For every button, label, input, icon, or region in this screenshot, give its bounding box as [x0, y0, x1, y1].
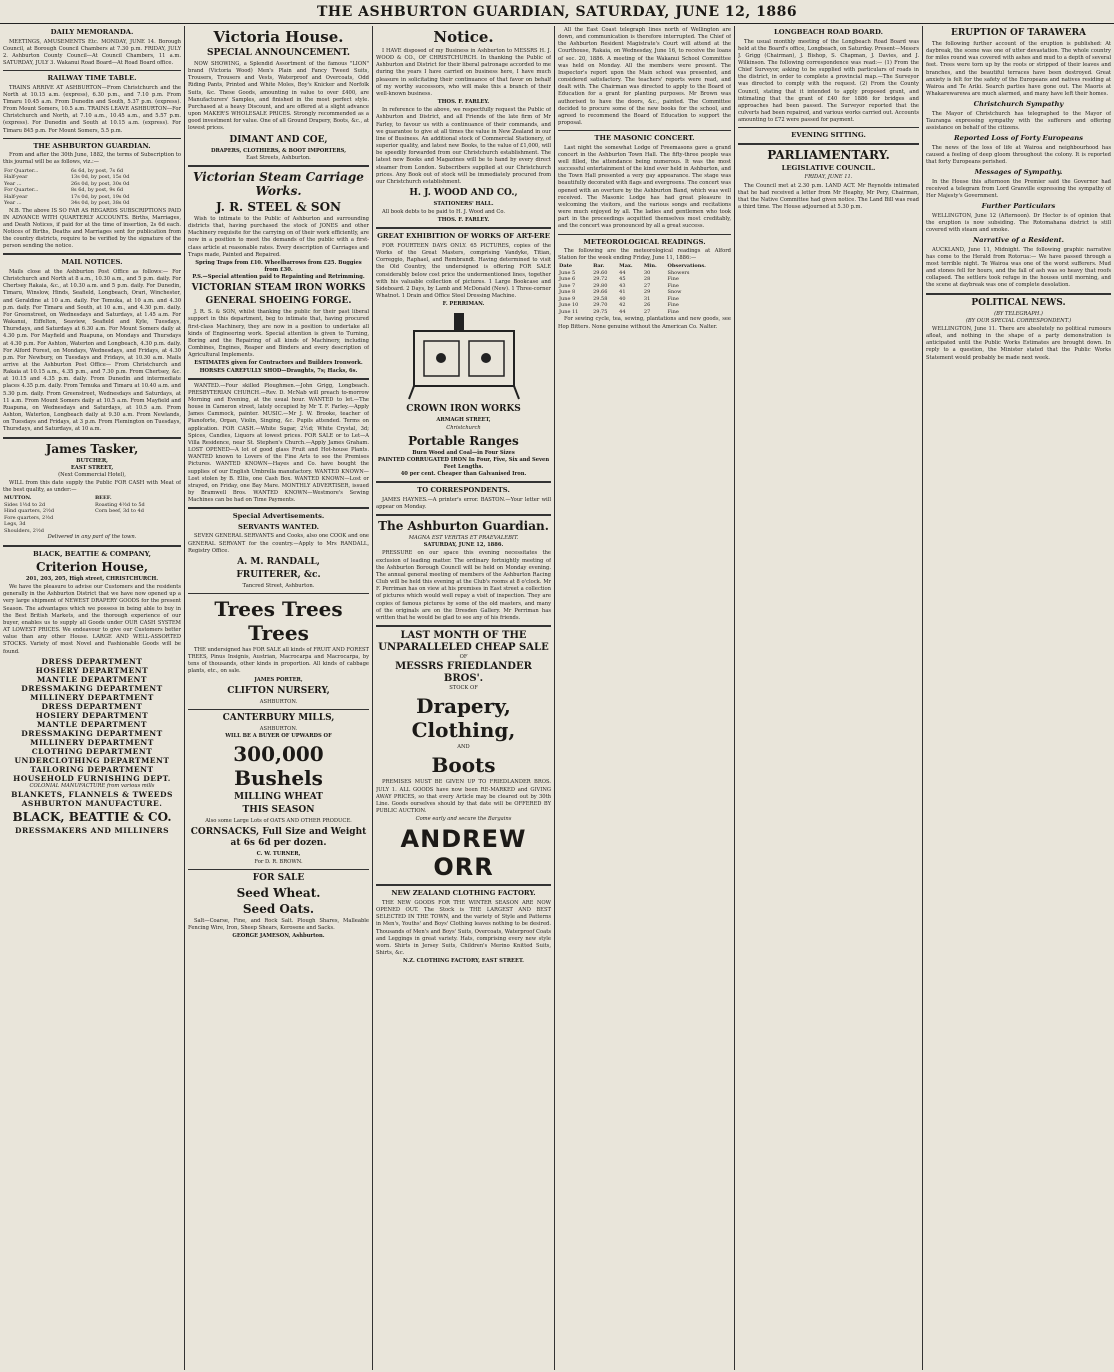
meteo-cell: 31 — [643, 295, 651, 302]
forty-europeans-heading: Reported Loss of Forty Europeans — [953, 134, 1084, 143]
department-label: CLOTHING DEPARTMENT — [31, 746, 153, 756]
political-sub-2: (BY OUR SPECIAL CORRESPONDENT.) — [965, 317, 1072, 324]
steam-note: P.S.—Special attention paid to Repainting and Retrimming. — [192, 274, 365, 281]
meteo-cell: 43 — [619, 282, 626, 289]
mail-text: Mails close at the Ashburton Post Office as follows:— For Christchurch and North at 8 a.m., 10.30 a.m., and 5 p.m. daily. For Chertsey Rakaia, &c., at 10.30 a.m. and 5 p.m. daily. For Dunedin, Timaru, Winslow, Hinds, Seafield, Longbeach, Orari, Winchester, and Geraldine at 10 a.m. daily. For Temuka, at 10 a.m. and 4.30 p.m. daily. For Timaru and South, at 10 a.m., and 4.30 p.m. daily. For Greenstreet, on Wednesdays and Saturdays, at 1.45 a.m. For Wakanui, Eiffelton, Seaview, Seafield and Kyle, Tuesdays, Thursdays, and Saturdays at 6.30 a.m. For Mount Somers daily at 4.30 p.m. For Mayfield and Ruapuna, on Mondays and Thursdays at 4.30 p.m. For Ashton, Waterton and Longbeach, 4.30 p.m. daily. For Alford Forest, on Mondays, Wednesdays, and Fridays, at 4.30 p.m. For Newbury, on Tuesdays and Fridays, at 10.30 a.m. Mails arrive at the Ashburton Post Office— From Christchurch and Rakaia at 10.15 a.m., 4.35 p.m., and 7.30 p.m. From Chertsey, &c. at 10.15 and 4.35 p.m. daily. From Dunedin and intermediate places 4.35 p.m. daily. From Temuka and Timaru at 10.40 a.m. and 5.30 p.m. daily. From Greenstreet, Wednesdays and Saturdays, at 11 a.m. From Mount Somers daily at 10.5 a.m. From Mayfield and Ruapuna, on Wednesdays and Saturdays, at 10.5 a.m. From Ashton, Waterton, Longbeach daily at 9.30 a.m. From Newlands, on Tuesdays and Fridays, at 3 p.m. From Flemington on Tuesdays, Thursdays, and Saturdays, at 10 a.m. — [3, 268, 181, 433]
sale-line-5: STOCK OF — [449, 685, 478, 692]
range-illustration — [394, 311, 534, 401]
rate-period: Half-year — [4, 193, 28, 200]
portable-price: 40 per cent. Cheaper than Galvanised Iron. — [400, 471, 527, 478]
rate-period: Year ... — [4, 200, 22, 207]
mills-buyer: WILL BE A BUYER OF UPWARDS OF — [225, 733, 332, 740]
meteo-cell: 29.58 — [593, 295, 608, 302]
parliamentary-text: The Council met at 2.30 p.m. LAND ACT. Mr Reynolds intimated that he had received a letter from Mr Heaphy, Mr Pery, Chairman, that the Native Committee had given notice. The Land Bill was read a third time. The House adjourned at 5.30 p.m. — [738, 182, 919, 210]
meat-cell: MUTTON. — [4, 495, 32, 502]
mills-signature-2: For D. R. BROWN. — [254, 858, 303, 865]
steam-text: Wish to intimate to the Public of Ashburton and surrounding districts that, having purchased the stock of JONES and other Machinery requisite for the carrying on of their work efficiently, are now in a position to meet the demands of the public with a first-class article at reasonable rates. Every description of Carriages and Traps made, Painted and Repaired. — [188, 215, 369, 258]
divider — [738, 143, 919, 145]
department-label: UNDERCLOTHING DEPARTMENT — [14, 755, 170, 765]
meat-cell: Sides 1½d to 2d — [4, 501, 46, 508]
department-label: MANTLE DEPARTMENT — [37, 719, 147, 729]
meteo-cell: 40 — [619, 295, 626, 302]
paper-date: SATURDAY, JUNE 12, 1886. — [423, 542, 504, 549]
department-label: DRESSMAKING DEPARTMENT — [21, 683, 163, 693]
divider — [558, 234, 731, 235]
divider — [188, 709, 369, 710]
meteo-col-header: Date — [559, 263, 573, 270]
table-row — [558, 309, 731, 316]
bb-footer-name: BLACK, BEATTIE & CO. — [12, 809, 172, 824]
trees-heading: Trees Trees Trees — [214, 596, 343, 645]
divider — [3, 437, 181, 439]
tasker-street: EAST STREET, — [70, 464, 114, 471]
tasker-name: James Tasker, — [45, 441, 139, 456]
sympathy-heading: Messages of Sympathy. — [974, 168, 1063, 177]
column-rule — [922, 26, 923, 1370]
railway-text: TRAINS ARRIVE AT ASHBURTON—From Christchurch and the North at 10.15 a.m. (express), 6.30 p.m., and 7.10 p.m. From Timaru 10.45 a.m. From Dunedin and South, 5.37 p.m. (express). From Mount Somers, 10.5 a.m. TRAINS LEAVE ASHBURTON—For Christchurch and North, at 7.10 a.m., 10.45 a.m., and 5.57 p.m. (express). For Dunedin and South at 10.15 a.m. (express). For Timaru 845 p.m. For Mount Somers, 5.5 p.m. — [3, 84, 181, 134]
bb-colonial: COLONIAL MANUFACTURE from various mills — [29, 782, 155, 789]
rate-period: Half-year — [4, 174, 28, 181]
column-4 — [558, 26, 731, 1370]
rate-price: 13s 0d, by post, 15s 0d — [70, 174, 130, 181]
sale-text: PREMISES MUST BE GIVEN UP TO FRIEDLANDER BROS. JULY 1. ALL GOODS have now been RE-MARKED and GIVING AWAY PRICES, so that every Article may be cleared out by 30th Line. Goods ourselves should by that date will be OFFERED BY PUBLIC AUCTION. — [376, 779, 551, 815]
servants-heading: SERVANTS WANTED. — [237, 522, 319, 531]
evening-sitting-heading: EVENING SITTING. — [791, 131, 866, 140]
divider — [188, 593, 369, 594]
crown-heading: CROWN IRON WORKS — [406, 404, 521, 415]
iron-text: J. R. S. & SON, whilst thanking the public for their past liberal support in this department, beg to intimate that, having procured first-class Machinery, they are now in a position to undertake all kinds of Engineering work. Special attention is given to Turning, Boring and the Repairing of all kinds of Machinery, including Combines, Engines, Reaper and Binders and every description of Agricultural Implements. — [188, 309, 369, 359]
rate-period: For Quarter... — [4, 167, 39, 174]
rates-table — [3, 168, 181, 207]
rate-price: 34s 0d, by post, 38s 0d — [70, 200, 130, 207]
meat-prices-table — [3, 495, 181, 534]
meteo-cell: 44 — [619, 308, 626, 315]
news-text: All the East Coast telegraph lines north of Wellington are down, and communication is therefore interrupted. The Chief of the Ashburton Resident Magistrate's Court will attend at the Courthouse, Rakaia, on Wednesday, June 16, to receive the loans of sec. 20, 1886. A meeting of the Wakanui School Committee was held on Monday. All the members were present. The Inspector's report upon the Main school was presented, and considered satisfactory. The teachers' reports were read, and dealt with. The Chairman was directed to apply to the Board of Education for a grant for planting purposes. Mr Brown was authorised to have the doors, &c., painted. The Committee decided to procure some of the new books for the school, and agreed to recommend the Board of Education to support the proposal. — [558, 27, 731, 127]
meteo-text: The following are the meteorological readings at Alford Station for the week ending Friday, June 11, 1886:— — [558, 248, 731, 262]
wanted-ads: WANTED.—Four skilled Ploughmen.—John Grigg, Longbeach. PRESBYTERIAN CHURCH.—Rev. D. McNab will preach to-morrow Morning and Evening, at the usual hour. WANTED to let.—The house in Cameron street, lately occupied by Mr T. F. Farley.—Apply James Cammock, painter. MUSIC.—Mr J. W. Brooke, teacher of Pianoforte, Organ, Violin, Singing, &c. Pupils attended. Terms on application. FOR CASH.—White Sugar, 2½d; White Crystal, 3d; Spices, Candies, Liquors at lowest prices. FOR SALE or to Let—A Villa Residence, near St. Stephen's Church.—Apply James Graham. LOST OPENED—A lot of good glass Fruit and Hot-house Plants. WANTED known to Lovers of the Fine Arts to see the Premises Pictures. WANTED KNOWN—Hayes and Co. have bought the supplies of our English Umbrella manufactory. WANTED KNOWN—Lost stolen by B. Ellis, one Cash Box. WANTED KNOWN—Lost or strayed, on Friday, one Bay Mare. MONTHLY ADVERTISER, issued by Bramwell Bros. WANTED KNOWN—Westmore's Sewing Machines can be had on Time Payments. — [188, 382, 369, 504]
guardian-heading: THE ASHBURTON GUARDIAN. — [33, 141, 151, 150]
masonic-heading: THE MASONIC CONCERT. — [594, 134, 695, 143]
rate-price: 26s 0d, by post, 30s 0d — [70, 180, 130, 187]
rate-period: For Quarter... — [4, 187, 39, 194]
meteo-cell: Showers — [667, 269, 690, 276]
meteo-cell: 29.70 — [593, 302, 608, 309]
meteo-cell: 29.60 — [593, 269, 608, 276]
divider — [188, 869, 369, 870]
mills-sub: ASHBURTON. — [259, 725, 298, 732]
divider — [738, 127, 919, 128]
political-heading: POLITICAL NEWS. — [971, 297, 1066, 308]
victoria-house-text: NOW SHOWING, a Splendid Assortment of the famous "LION" brand (Victoria Wood) Men's Plain and Fancy Tweed Suits, Trousers, Trousers and Vests, Waterproof and Overcoats, Odd Riding Pants, Printed and White Moles, Boy's Knicker and Norfolk Suits, &c. These Goods, amounting in value to over £400, are Manufacturers' Samples, and finished in the most perfect style. Purchased at a heavy Discount, and are offered at a slight advance upon MAKER'S WHOLESALE PRICES. Strongly recommended as a good investment for value. One of all Ground Drapery, Boots, &c., at lowest prices. — [188, 61, 369, 132]
steam-firm: J. R. STEEL & SON — [215, 199, 342, 214]
meteo-cell: 42 — [619, 302, 626, 309]
eruption-text: The following further account of the eruption is published: At daybreak, the scene was one of utter devastation. The whole country for miles round was covered with ashes and mud to a depth of several feet. Trees were torn up by the roots or stripped of their leaves and branches, and the beautiful terraces have been destroyed. Great anxiety is felt for the safety of the Europeans and natives residing at Wairoa and Te Ariki. Search parties have gone out. The Maoris at Whakarewarewa are much alarmed, and many have left their homes. — [926, 41, 1111, 98]
department-label: HOSIERY DEPARTMENT — [35, 665, 149, 675]
correspondents-heading: TO CORRESPONDENTS. — [417, 486, 510, 495]
fruiterer-address: Tancred Street, Ashburton. — [242, 582, 315, 589]
meteo-cell: June 6 — [559, 276, 576, 283]
dimant-firm: DIMANT AND COE, — [229, 134, 328, 145]
sale-line-2: UNPARALLELED CHEAP SALE — [378, 641, 549, 653]
meteo-table — [558, 263, 731, 315]
meat-cell: Corn beef, 3d to 4d — [94, 508, 144, 515]
crown-sub: ARMAGH STREET, — [436, 417, 491, 424]
further-heading: Further Particulars — [981, 202, 1056, 211]
rate-period: Year ... — [4, 180, 22, 187]
department-label: DRESS DEPARTMENT — [41, 701, 143, 711]
meteo-cell: Fine — [667, 282, 679, 289]
art-signature: F. PERRIMAN. — [442, 301, 485, 308]
railway-heading: RAILWAY TIME TABLE. — [47, 74, 137, 83]
nursery-heading: CLIFTON NURSERY, — [227, 685, 330, 696]
column-rule — [372, 26, 373, 1370]
department-label: DRESSMAKING DEPARTMENT — [21, 728, 163, 738]
department-label: DRESS DEPARTMENT — [41, 656, 143, 666]
bb-manufacture: ASHBURTON MANUFACTURE. — [21, 798, 163, 808]
notice-text: N.B. The above IS SO FAR AS REGARDS SUBSCRIPTIONS PAID IN ADVANCE WITH QUARTERLY ACCOUNTS. Births, Marriages, and Death Notices, if paid for at the time of insertion, 2s 6d each. Notices of Births, Deaths and Marriages sent for publication from the country districts, require to be verified by the signature of the person sending the notice. — [3, 207, 181, 250]
steam-works-title: Victorian Steam Carriage Works. — [193, 169, 364, 198]
meteo-cell: Fine — [667, 308, 679, 315]
sale-line-7: AND — [457, 744, 470, 751]
trees-text: THE undersigned has FOR SALE all kinds of FRUIT AND FOREST TREES, Pinus Insignis, Austrian, Macrocarpa and Macrocarpa, by tens of thousands, other kinds in proportion. All kinds of cabbage plants, etc., on sale. — [188, 646, 369, 675]
wood-signature: THOS. F. FARLEY. — [437, 217, 490, 224]
divider — [188, 378, 369, 380]
crown-address: Christchurch — [446, 424, 481, 431]
meteo-cell: 29 — [643, 289, 651, 296]
sale-line-4: MESSRS FRIEDLANDER BROS'. — [395, 661, 532, 685]
meteo-cell: June 7 — [559, 282, 576, 289]
meteo-cell: 29.72 — [593, 276, 608, 283]
meat-cell: Fore quarters, 2½d — [4, 514, 54, 521]
meteo-cell: June 11 — [559, 308, 579, 315]
column-rule — [184, 26, 185, 1370]
department-label: TAILORING DEPARTMENT — [30, 764, 154, 774]
bushels-heading: 300,000 Bushels — [233, 742, 324, 791]
rate-price: 8s 6d, by post, 9s 6d — [70, 187, 124, 194]
meteo-cell: Fine — [667, 302, 679, 309]
wood-text: In reference to the above, we respectfully request the Public of Ashburton and District, and all Friends of the late firm of Mr Farley, to favour us with a continuance of their commands, and we guarantee to give at all times the value in New Zealand in our line of Business. An additional stock of Commercial Stationery, of superior quality, and latest new Books, to the value of £1,000, will be speedily forwarded from our Christchurch establishment. The latest new Books and Magazines will be to hand by every direct steamer from London. Subscribers supplied at our Christchurch prices. Any Book out of stock will be immediately procured from our Christchurch establishment. — [376, 107, 551, 185]
table-row — [3, 200, 181, 207]
column-5 — [738, 26, 919, 1370]
meat-cell: Shoulders, 2½d — [4, 527, 44, 534]
sale-line-1: LAST MONTH OF THE — [400, 629, 527, 641]
meteo-col-header: Min. — [643, 263, 657, 270]
meteo-cell: June 5 — [559, 269, 576, 276]
meteo-cell: Fine — [667, 276, 679, 283]
wood-firm: H. J. WOOD AND CO., — [409, 187, 518, 198]
meat-cell: BEEF. — [94, 495, 112, 502]
column-6 — [926, 26, 1111, 1370]
art-text: FOR FOURTEEN DAYS ONLY. 65 PICTURES, copies of the Works of the Great Masters, comprising Vandyke, Titian, Correggio, Raphael, and Rembrandt. Having determined to visit the Old Country, the undersigned is offering FOR SALE considerably below cost price the undermentioned lines, together with his valuable collection of pictures. 1 Large Bookcase and Sideboard. 2 Days, by Lamb and McDonald (New). 1 Three-corner Whatnot. 1 Drain and Office Steel Dressing Machine. — [376, 242, 551, 300]
masonic-text: Last night the somewhat Lodge of Freemasons gave a grand concert in the Ashburton Town Hall. The fifty-three people was well filled, the attendance being numerous. It was the most successful entertainment of the kind ever held in Ashburton, and the Town Hall presented a very gay appearance. The stage was beautifully decorated with flags and evergreens. The concert was opened with an overture by the Ashburton Band, which was well received. The Masonic Lodge has had great pleasure in welcoming the visitors, and the various songs and recitations were much enjoyed by all. The ladies and gentlemen who took part in the proceedings acquitted themselves most creditably, and the concert was pronounced by all a great success. — [558, 144, 731, 230]
seed-wheat: Seed Wheat. — [236, 885, 321, 900]
department-label: HOSIERY DEPARTMENT — [35, 710, 149, 720]
wood-sub: STATIONERS' HALL. — [433, 200, 494, 207]
meteo-cell: June 8 — [559, 289, 576, 296]
narrative-text: AUCKLAND, June 11, Midnight. The following graphic narrative has come to the Herald from Rotorua:— We have passed through a most terrible night. Te Wairoa was one of the worst sufferers. Mud and stones fell for hours, and the fall of ash was so heavy that roofs collapsed. The settlers took refuge in the houses until morning, and the scene at daybreak was one of complete desolation. — [926, 246, 1111, 289]
nz-factory-foot: N.Z. CLOTHING FACTORY, EAST STREET. — [403, 958, 524, 965]
divider — [3, 70, 181, 71]
divider — [376, 227, 551, 229]
correspondents-text: JAMES HAYNES.—A printer's error. BASTON.—Your letter will appear on Monday. — [376, 496, 551, 510]
sale-line-6: Drapery, Clothing, — [411, 694, 516, 743]
bb-company: BLACK, BEATTIE & COMPANY, — [32, 549, 152, 558]
divider — [926, 293, 1111, 295]
divider — [376, 625, 551, 627]
sympathy-text: In the House this afternoon the Premier said the Governor had received a telegram from Lord Granville expressing the sympathy of Her Majesty's Government. — [926, 178, 1111, 199]
meat-cell: Legs, 3d — [4, 521, 26, 528]
narrative-heading: Narrative of a Resident. — [972, 236, 1065, 245]
art-heading: GREAT EXHIBITION OF WORKS OF ART-ERE — [377, 232, 550, 241]
sale-line-8: Boots — [431, 753, 496, 778]
portable-heading: Portable Ranges — [408, 433, 519, 448]
tasker-trade: BUTCHER, — [76, 457, 108, 464]
rate-price: 17s 0d, by post, 19s 0d — [70, 193, 130, 200]
orr-name: ANDREW ORR — [400, 825, 527, 882]
divider — [188, 165, 369, 167]
for-sale-heading: FOR SALE — [252, 872, 305, 883]
divider — [376, 481, 551, 483]
victoria-house-sub: SPECIAL ANNOUNCEMENT. — [206, 48, 351, 58]
iron-horses: HORSES CAREFULLY SHOD—Draughts, 7s; Hacks, 6s. — [199, 367, 358, 374]
steam-prices: Spring Traps from £10. Wheelbarrows from £25. Buggies from £30. — [195, 259, 362, 273]
meat-cell: Roasting 4½d to 5d — [94, 501, 145, 508]
memo-text: MEETINGS, AMUSEMENTS Etc. MONDAY, JUNE 14. Borough Council, at Borough Council Chambers at 7.30 p.m. FRIDAY, JULY 2. Ashburton County Council—At Council Chambers, 11 a.m. SATURDAY, JULY 3. Wakanui Road Board—At Road Board office. — [3, 38, 181, 66]
seed-text: Salt—Coarse, Fine, and Rock Salt. Plough Shares, Malleable Fencing Wire, Iron, Sheep Shears, Kerosene and Sacks. — [188, 917, 369, 931]
mills-milling: MILLING WHEAT — [234, 792, 323, 803]
meteo-cell: 27 — [643, 282, 651, 289]
iron-works-title: VICTORIAN STEAM IRON WORKS — [191, 283, 366, 294]
editorial-text: PRESSURE on our space this evening necessitates the exclusion of leading matter. The ordinary fortnightly meeting of the Ashburton Borough Council will be held on Monday evening. The annual general meeting of members of the Ashburton Racing Club will be held this evening at the Club's rooms at 8 o'clock. Mr F. Perriman has on view at his premises in East street a collection of pictures which would well repay a visit of inspection. They are copies of famous pictures by some of the old masters, and many of the originals are on the Dresden Gallery. Mr Perriman has written that he would be glad to see any of his friends. — [376, 550, 551, 621]
cornsacks: CORNSACKS, Full Size and Weight at 6s 6d per dozen. — [190, 827, 367, 849]
iron-estimates: ESTIMATES given for Contractors and Builders Ironwork. — [194, 360, 363, 367]
notice-signature: THOS. F. FARLEY. — [437, 99, 490, 106]
bb-address: 201, 203, 205, High street, CHRISTCHURCH. — [25, 576, 159, 582]
meteo-cell: June 9 — [559, 295, 576, 302]
column-rule — [554, 26, 555, 1370]
mills-season: THIS SEASON — [242, 805, 315, 816]
mills-heading: CANTERBURY MILLS, — [222, 712, 335, 723]
column-3 — [376, 26, 551, 1370]
meteo-cell: Fine — [667, 295, 679, 302]
guardian-text: From and after the 30th June, 1882, the terms of Subscription to this journal will be as follows, viz.:— — [3, 152, 181, 166]
nursery-sub: ASHBURTON. — [259, 698, 298, 705]
road-board-heading: LONGBEACH ROAD BOARD. — [774, 28, 883, 36]
masthead — [0, 0, 1114, 24]
political-sub: (BY TELEGRAPH.) — [994, 310, 1043, 317]
divider — [3, 545, 181, 547]
memo-heading: DAILY MEMORANDA. — [50, 28, 134, 36]
meteo-cell: 29.66 — [593, 289, 608, 296]
meteo-col-header: Bar. — [593, 263, 605, 270]
christchurch-text: The Mayor of Christchurch has telegraphed to the Mayor of Tauranga expressing sympathy with the sufferers and offering assistance on behalf of the citizens. — [926, 110, 1111, 132]
meteo-cell: 45 — [619, 276, 626, 283]
meteo-foot: For sewing cycle, tea, sewing, plantations and new goods, see Hop Bitters. None genuine without the American Co. Nalter. — [558, 316, 731, 330]
bb-name: Criterion House, — [35, 560, 149, 574]
parliamentary-heading: PARLIAMENTARY. — [767, 147, 890, 162]
legislative-council-heading: LEGISLATIVE COUNCIL. — [781, 163, 876, 172]
rate-price: 6s 6d, by post, 7s 6d — [70, 167, 124, 174]
meteo-cell: 28 — [643, 276, 651, 283]
meteo-cell: June 10 — [559, 302, 579, 309]
mail-heading: MAIL NOTICES. — [61, 258, 123, 267]
seed-signature: GEORGE JAMESON, Ashburton. — [232, 933, 325, 939]
meteo-heading: METEOROLOGICAL READINGS. — [583, 237, 706, 246]
notice-heading: Notice. — [433, 28, 494, 46]
sale-line-3: OF — [459, 653, 468, 660]
meat-cell: Hind quarters, 2½d — [4, 508, 55, 515]
road-board-text: The usual monthly meeting of the Longbeach Road Board was held at the Board's office, Longbeach, on Saturday. Present—Messrs J. Grigg (Chairman), J. Bishop, S. Chapman, J. Davies, and J. Wilkinson. The following correspondence was read:— (1) From the Chief Surveyor, asking to be supplied with particulars of roads in the district, in order to complete a provincial map.—The Surveyor was directed to comply with the request. (2) From the County Council, stating that it intended to apply proposed grant, and intimating that the grant of £40 for 1886 for bridges and approaches had been passed. The Surveyor reported that the culverts had been repaired, and various works carried out. Accounts amounting to £72 were passed for payment. — [738, 38, 919, 124]
nz-factory-heading: NEW ZEALAND CLOTHING FACTORY. — [391, 889, 536, 898]
christchurch-heading: Christchurch Sympathy — [973, 100, 1064, 109]
tasker-location: (Next Commercial Hotel), — [58, 471, 126, 478]
notice-text: I HAVE disposed of my Business in Ashburton to MESSRS H. J. WOOD & CO., OF CHRISTCHURCH. In thanking the Public of Ashburton and District for their liberal patronage accorded to me during the years I have carried on business here, I have much pleasure in solicitating their continuance of that favor on behalf of my worthy successors, who will make this a branch of their well-known business. — [376, 48, 551, 97]
portable-text: PAINTED CORRUGATED IRON In Four, Five, Six and Seven Feet Lengths. — [377, 456, 550, 470]
forty-europeans-text: The news of the loss of life at Wairoa and neighbourhood has caused a feeling of deep gloom throughout the colony. It is reported that forty Europeans perished. — [926, 144, 1111, 166]
column-2 — [188, 26, 369, 1370]
meteo-cell: 26 — [643, 302, 651, 309]
mills-signature: C. W. TURNER, — [256, 851, 301, 858]
bb-dressmakers: DRESSMAKERS AND MILLINERS — [14, 825, 170, 835]
mills-lots: Also some Large Lots of OATS AND OTHER PRODUCE. — [205, 818, 352, 825]
department-label: MILLINERY DEPARTMENT — [30, 692, 154, 702]
dimant-address: East Streets, Ashburton. — [246, 154, 311, 161]
tasker-text: WILL from this date supply the Public FOR CASH with Meat of the best quality, as under:— — [3, 480, 181, 494]
parliamentary-date: FRIDAY, JUNE 11. — [804, 174, 853, 181]
meteo-cell: 30 — [643, 269, 651, 276]
meteo-cell: 41 — [619, 289, 626, 296]
nz-factory-text: THE NEW GOODS FOR THE WINTER SEASON ARE NOW OPENED OUT. The Stock is THE LARGEST AND BEST SELECTED IN THE TOWN, and the variety of Style and Patterns in Men's, Youths' and Boys' Clothing leaves nothing to be desired. Thousands of Men's and Boys' Suits, Overcoats, Waterproof Coats and Leggings in great variety. Hats, comprising every new style worn. Shirts in Jersey Suits, Children's Merino Knitted Suits, Shirts, &c. — [376, 899, 551, 956]
meteo-cell: 27 — [643, 308, 651, 315]
portable-sub: Burn Wood and Coal—in Four Sizes — [412, 449, 515, 456]
divider — [3, 253, 181, 255]
wood-foot: All book debts to be paid to H. J. Wood and Co. — [382, 209, 506, 216]
iron-works-sub: GENERAL SHOEING FORGE. — [205, 296, 352, 307]
victoria-house-title: Victoria House. — [213, 28, 344, 46]
department-label: HOUSEHOLD FURNISHING DEPT. — [13, 773, 171, 783]
divider — [376, 884, 551, 886]
bb-blankets: BLANKETS, FLANNELS & TWEEDS — [11, 789, 173, 799]
bb-text: We have the pleasure to advise our Customers and the residents generally in the Ashburton District that we have now opened up a very large shipment of NEWEST DRAPERY GOODS for the present Season. The advantages which we possess in being able to buy in the Best British Markets, and the thorough experience of our buyer, enables us to supply all Goods under OUR CASH SYSTEM AT LOWEST PRICES. We endeavour to give our Customers better value than any other House. LARGE AND WELL-ASSORTED STOCKS. Variety of most Novel and Fashionable Goods will be found. — [3, 584, 181, 655]
further-text: WELLINGTON, June 12 (Afternoon). Dr Hector is of opinion that the eruption is now subsiding. The Rotomahana district is still covered with steam and smoke. — [926, 212, 1111, 233]
meteo-cell: 29.75 — [593, 308, 608, 315]
divider — [376, 514, 551, 516]
meteo-col-header: Max. — [619, 263, 633, 270]
divider — [188, 507, 369, 509]
orr-text: Come early and secure the Bargains — [415, 816, 512, 823]
dimant-firm-sub: DRAPERS, CLOTHIERS, & BOOT IMPORTERS, — [210, 147, 347, 154]
tasker-delivery: Delivered in any part of the town. — [47, 534, 137, 541]
column-1 — [3, 26, 181, 1370]
eruption-heading: ERUPTION OF TARAWERA — [950, 28, 1087, 38]
fruiterer-name: A. M. RANDALL, — [237, 556, 320, 567]
special-ads-heading: Special Advertisements. — [232, 512, 325, 521]
meteo-cell: 29.80 — [593, 282, 608, 289]
column-rule — [734, 26, 735, 1370]
paper-title: The Ashburton Guardian. — [378, 519, 549, 534]
meteo-col-header: Observations. — [667, 263, 706, 270]
paper-motto: MAGNA EST VERITAS ET PRAEVALEBIT. — [408, 535, 519, 542]
fruiterer-trade: FRUITERER, &c. — [236, 569, 321, 580]
masthead-title: THE ASHBURTON GUARDIAN, SATURDAY, JUNE 12, 1886 — [316, 3, 798, 20]
servants-text: SEVEN GENERAL SERVANTS and Cooks, also one COOK and one GENERAL SERVANT for the country.—Apply to Mrs RANDALL, Registry Office. — [188, 533, 369, 554]
divider — [3, 138, 181, 139]
seed-oats: Seed Oats. — [242, 901, 315, 916]
political-text: WELLINGTON, June 11. There are absolutely no political rumours afloat, and nothing in the shape of a party demonstration is anticipated until the Public Works Estimates are brought down. In reply to a question, the Minister stated that the Public Works Statement would probably be made next week. — [926, 325, 1111, 361]
meteo-cell: Snow — [667, 289, 682, 296]
trees-signature: JAMES PORTER, — [254, 676, 303, 683]
divider — [558, 130, 731, 131]
meteo-cell: 44 — [619, 269, 626, 276]
department-label: MILLINERY DEPARTMENT — [30, 737, 154, 747]
department-label: MANTLE DEPARTMENT — [37, 674, 147, 684]
